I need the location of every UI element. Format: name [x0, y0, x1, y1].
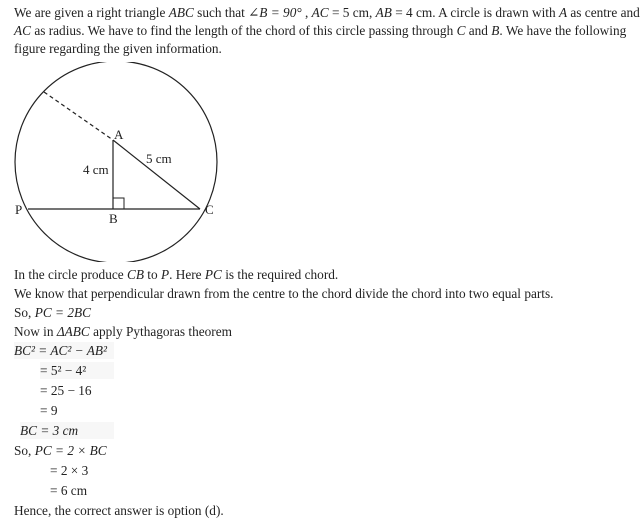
- label-b: B: [109, 211, 118, 226]
- label-ac-length: 5 cm: [146, 151, 172, 166]
- equation-7: = 2 × 3: [50, 463, 89, 478]
- equation-4: = 9: [40, 403, 58, 418]
- circle: [15, 62, 217, 262]
- intro-line-3: figure regarding the given information.: [14, 41, 222, 56]
- label-c: C: [205, 202, 214, 217]
- label-a: A: [114, 127, 124, 142]
- intro-line-1: We are given a right triangle ABC such that ∠B = 90° , AC = 5 cm, AB = 4 cm. A circle is drawn with A as centre and: [14, 5, 640, 20]
- equation-2: = 5² − 4²: [40, 362, 114, 379]
- equation-3: = 25 − 16: [40, 383, 92, 398]
- equation-5: BC = 3 cm: [20, 422, 114, 439]
- solution-line-4: Now in ΔABC apply Pythagoras theorem: [14, 324, 232, 339]
- label-p: P: [15, 202, 23, 217]
- solution-line-3: So, PC = 2BC: [14, 305, 91, 320]
- equation-6: So, PC = 2 × BC: [14, 443, 107, 458]
- label-ab-length: 4 cm: [83, 162, 109, 177]
- intro-line-2: AC as radius. We have to find the length of the chord of this circle passing through C and B. We have the following: [14, 23, 627, 38]
- dashed-radius: [44, 92, 113, 140]
- solution-line-2: We know that perpendicular drawn from the centre to the chord divide the chord into two equal parts.: [14, 286, 554, 301]
- right-angle-mark: [113, 198, 124, 209]
- conclusion: Hence, the correct answer is option (d).: [14, 503, 224, 518]
- equation-1: BC² = AC² − AB²: [14, 342, 114, 359]
- equation-8: = 6 cm: [50, 483, 88, 498]
- geometry-figure: [0, 62, 240, 262]
- solution-line-1: In the circle produce CB to P. Here PC is the required chord.: [14, 267, 339, 282]
